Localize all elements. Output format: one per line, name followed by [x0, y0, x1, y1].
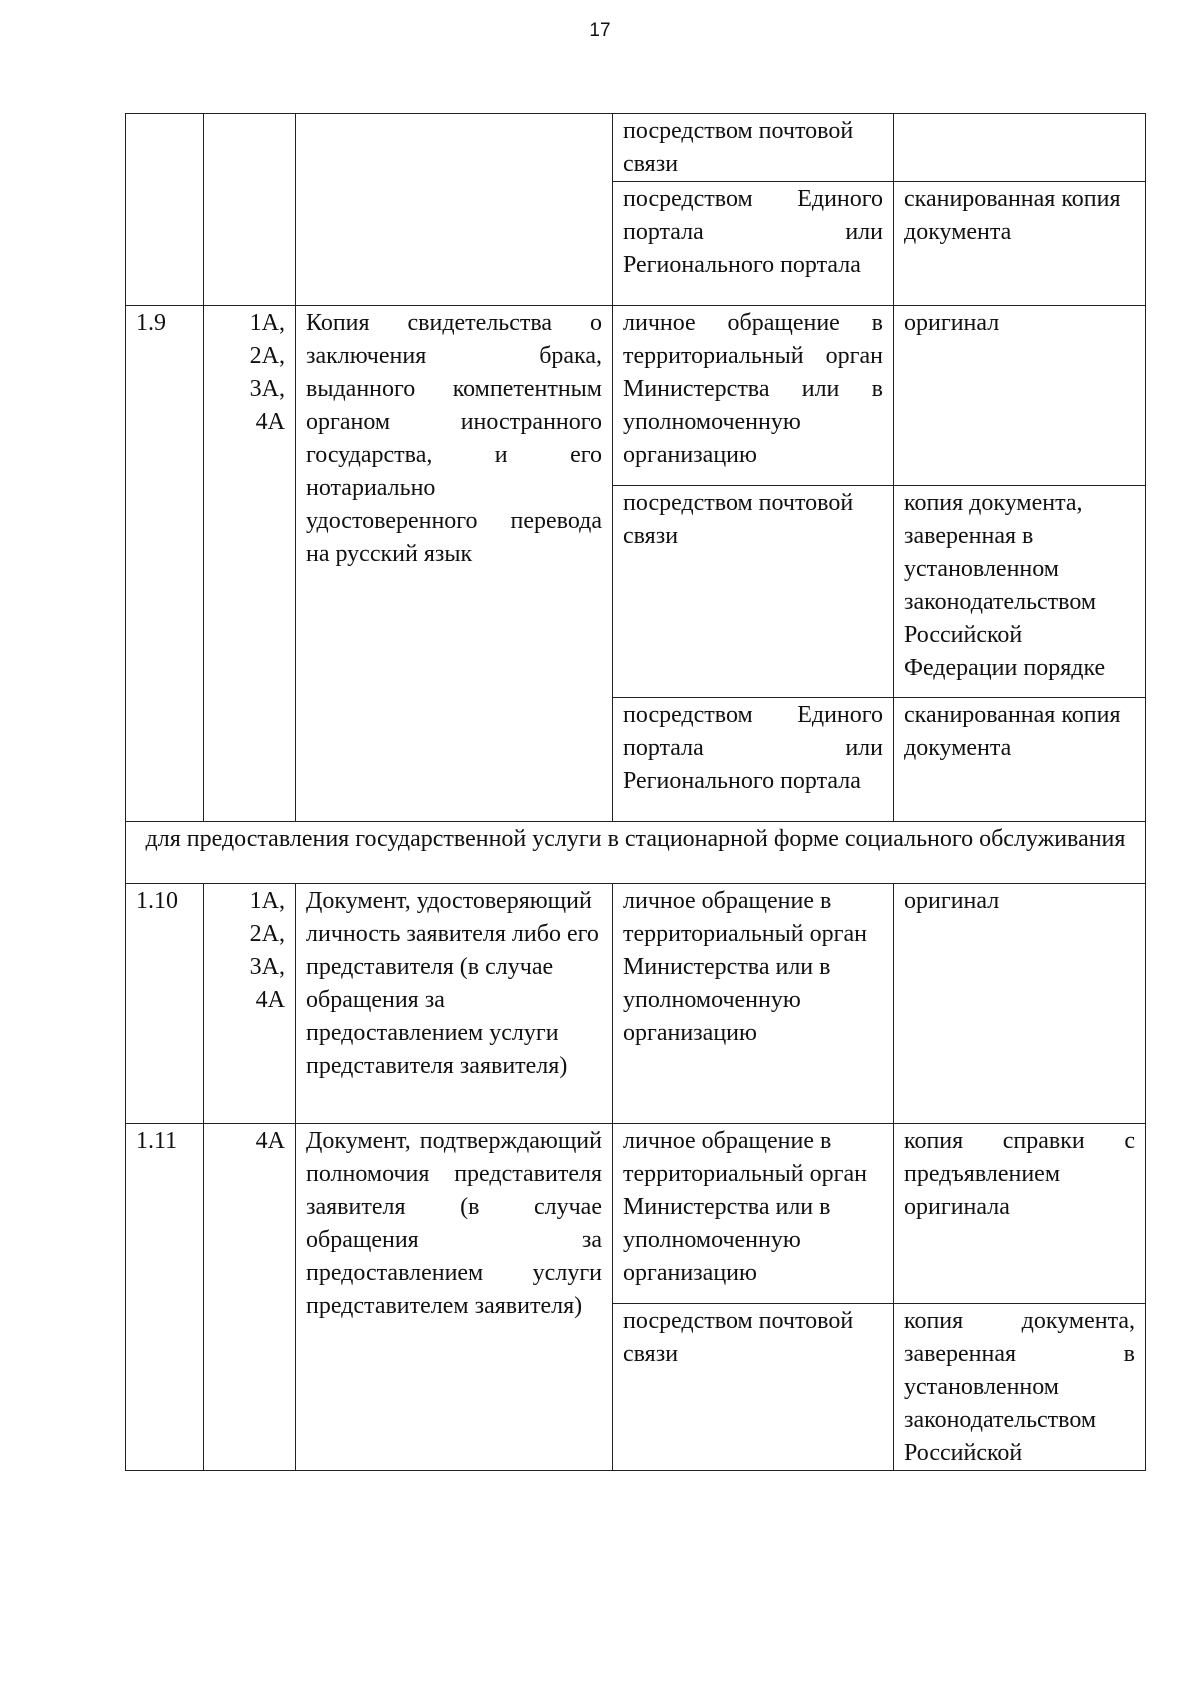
cell-document-form: оригинал — [894, 884, 1146, 1124]
row-number: 1.11 — [126, 1124, 204, 1471]
cell-submission-way: посредством Единого портала или Регионального портала — [613, 182, 894, 306]
cell-submission-way: личное обращение в территориальный орган Министерства или в уполномоченную организацию — [613, 306, 894, 486]
table-row — [126, 884, 1146, 1124]
group-label: 1А, — [249, 888, 285, 914]
cell-document-form: сканированная копия документа — [894, 182, 1146, 306]
group-label: 1А, — [249, 310, 285, 336]
cell-submission-way: посредством почтовой связи — [613, 1304, 894, 1471]
row-groups — [204, 1124, 296, 1471]
document-name: Копия свидетельства о заключения брака, выданного компетентным органом иностранного государства, и его нотариально удостоверенного перевода на русский язык — [296, 306, 613, 822]
group-label: 2А, — [249, 343, 285, 369]
cell-document-form — [894, 114, 1146, 182]
cell-number-empty — [126, 114, 204, 306]
group-label: 4А — [255, 1128, 285, 1154]
document-name: Документ, удостоверяющий личность заявителя либо его представителя (в случае обращения за предоставлением услуги представителя заявителя) — [296, 884, 613, 1124]
cell-submission-way: личное обращение в территориальный орган Министерства или в уполномоченную организацию — [613, 1124, 894, 1304]
table-row — [126, 306, 1146, 486]
cell-document-form: оригинал — [894, 306, 1146, 486]
cell-document-form: сканированная копия документа — [894, 698, 1146, 822]
cell-groups-empty — [204, 114, 296, 306]
cell-document-form: копия документа, заверенная в установленном законодательством Российской Федерации порядке — [894, 486, 1146, 698]
cell-document-name-empty — [296, 114, 613, 306]
row-groups — [204, 306, 296, 822]
section-row — [126, 822, 1146, 884]
group-label: 2А, — [249, 921, 285, 947]
table-row — [126, 114, 1146, 182]
row-number: 1.10 — [126, 884, 204, 1124]
document-name: Документ, подтверждающий полномочия представителя заявителя (в случае обращения за предоставлением услуги представителем заявителя) — [296, 1124, 613, 1471]
cell-document-form: копия справки с предъявлением оригинала — [894, 1124, 1146, 1304]
documents-table — [125, 113, 1146, 1471]
cell-submission-way: личное обращение в территориальный орган Министерства или в уполномоченную организацию — [613, 884, 894, 1124]
group-label: 4А — [255, 987, 285, 1013]
section-heading: для предоставления государственной услуги в стационарной форме социального обслуживания — [126, 822, 1146, 884]
group-label: 3А, — [249, 954, 285, 980]
cell-submission-way: посредством почтовой связи — [613, 114, 894, 182]
row-groups — [204, 884, 296, 1124]
row-number: 1.9 — [126, 306, 204, 822]
group-label: 4А — [255, 409, 285, 435]
cell-document-form: копия документа, заверенная в установленном законодательством Российской — [894, 1304, 1146, 1471]
table-row — [126, 1124, 1146, 1304]
cell-submission-way: посредством почтовой связи — [613, 486, 894, 698]
cell-submission-way: посредством Единого портала или Регионального портала — [613, 698, 894, 822]
page-number: 17 — [589, 20, 611, 41]
group-label: 3А, — [249, 376, 285, 402]
